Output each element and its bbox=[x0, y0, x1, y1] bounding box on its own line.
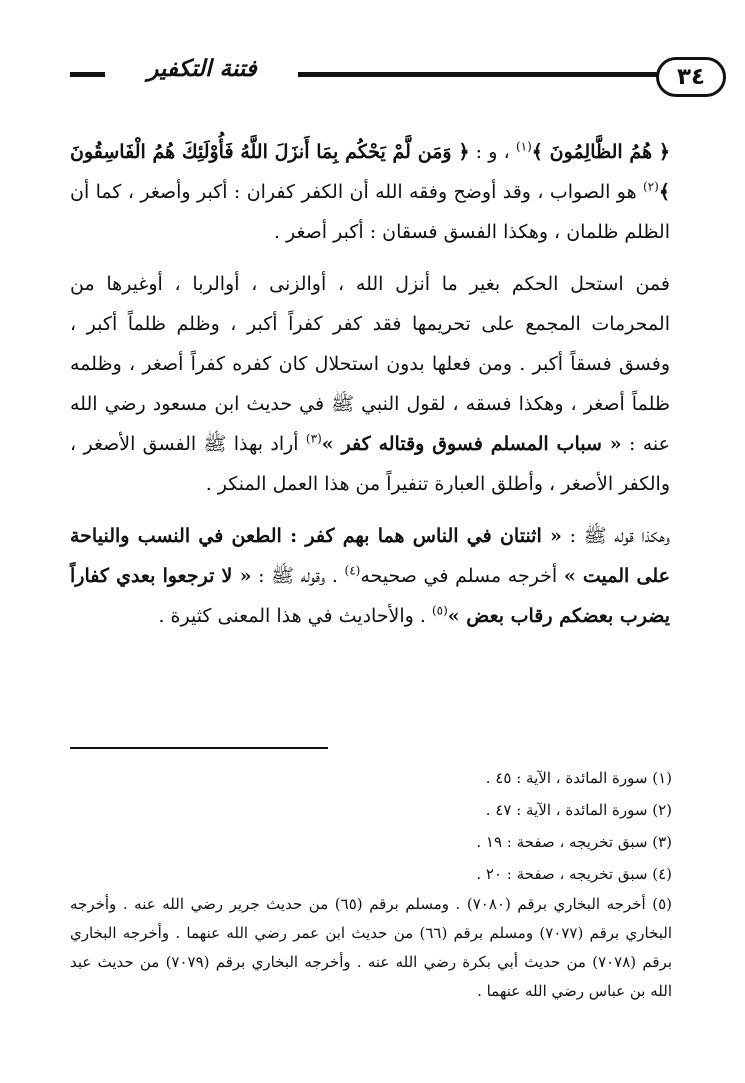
footnote-marker: (١) bbox=[515, 139, 532, 154]
text-run: ، و : bbox=[469, 141, 516, 163]
footnote: (٥) أخرجه البخاري برقم (٧٠٨٠) . ومسلم برقم (٦٥) من حديث جرير رضي الله عنه . وأخرجه البخاري برقم (٧٠٧٧) ومسلم برقم (٦٦) من حديث ابن عمر رضي الله عنهما . وأخرجه البخاري برقم (٧٠٧٨) من حديث أبي بكرة رضي الله عنه . وأخرجه البخاري برقم (٧٠٧٩) من حديث عبد الله بن عباس رضي الله عنهما . bbox=[70, 895, 672, 1000]
text-run: فمن استحل الحكم بغير ما أنزل الله ، أوالزنى ، أوالربا ، أوغيرها من المحرمات المجمع على تحريمها فقد كفر كفراً أكبر ، وظلم ظلماً أكبر ، وفسق فسقاً أكبر . ومن فعلها بدون استحلال كان كفره كفراً أصغر ، وظلمه ظلماً أصغر ، وهكذا فسقه ، لقول النبي ﷺ في حديث ابن مسعود رضي الله عنه : bbox=[70, 273, 670, 455]
paragraph bbox=[70, 132, 670, 252]
footnote-marker: (٤) bbox=[344, 563, 361, 578]
footnote: (٢) سورة المائدة ، الآية : ٤٧ . bbox=[485, 801, 672, 819]
page-number: ٣٤ bbox=[656, 57, 726, 97]
quoted-text: « سباب المسلم فسوق وقتاله كفر » bbox=[321, 433, 622, 455]
footnote: (١) سورة المائدة ، الآية : ٤٥ . bbox=[485, 769, 672, 787]
text-run: هو الصواب ، وقد أوضح وفقه الله أن الكفر كفران : أكبر وأصغر ، كما أن الظلم ظلمان ، وهكذا الفسق فسقان : أكبر أصغر . bbox=[70, 181, 670, 243]
footnote-separator bbox=[70, 747, 328, 749]
text-run: أخرجه مسلم في صحيحه bbox=[360, 565, 564, 587]
page-header bbox=[70, 52, 706, 98]
text-run: . وقوله ﷺ : bbox=[251, 565, 345, 587]
paragraph bbox=[70, 264, 670, 504]
quoted-text: « لا ترجعوا بعدي كفاراً يضرب بعضكم رقاب بعض » bbox=[70, 565, 670, 627]
footnote-marker: (٢) bbox=[643, 179, 659, 194]
paragraph bbox=[70, 516, 670, 636]
header-rule-left bbox=[70, 72, 105, 77]
footnote: (٤) سبق تخريجه ، صفحة : ٢٠ . bbox=[476, 865, 672, 883]
main-text bbox=[70, 132, 670, 636]
text-run: . والأحاديث في هذا المعنى كثيرة . bbox=[158, 605, 432, 627]
footnotes bbox=[70, 762, 672, 1006]
running-title: فتنة التكفير bbox=[147, 56, 257, 82]
quoted-text: ﴿ هُمُ الظَّالِمُونَ ﴾ bbox=[531, 141, 670, 163]
footnote-marker: (٣) bbox=[305, 431, 322, 446]
text-run: أراد بهذا ﷺ الفسق الأصغر ، والكفر الأصغر ، وأطلق العبارة تنفيراً من هذا العمل المنكر . bbox=[70, 433, 670, 495]
footnote: (٣) سبق تخريجه ، صفحة : ١٩ . bbox=[476, 833, 672, 851]
quoted-text: « اثنتان في الناس هما بهم كفر : الطعن في النسب والنياحة على الميت » bbox=[70, 525, 670, 587]
text-run: وهكذا قوله ﷺ : bbox=[561, 525, 671, 547]
footnote-marker: (٥) bbox=[431, 603, 448, 618]
header-rule-middle bbox=[298, 72, 660, 77]
quoted-text: ﴿ وَمَن لَّمْ يَحْكُم بِمَا أَنزَلَ اللَّهُ فَأُوْلَئِكَ هُمُ الْفَاسِقُونَ ﴾ bbox=[70, 141, 670, 203]
